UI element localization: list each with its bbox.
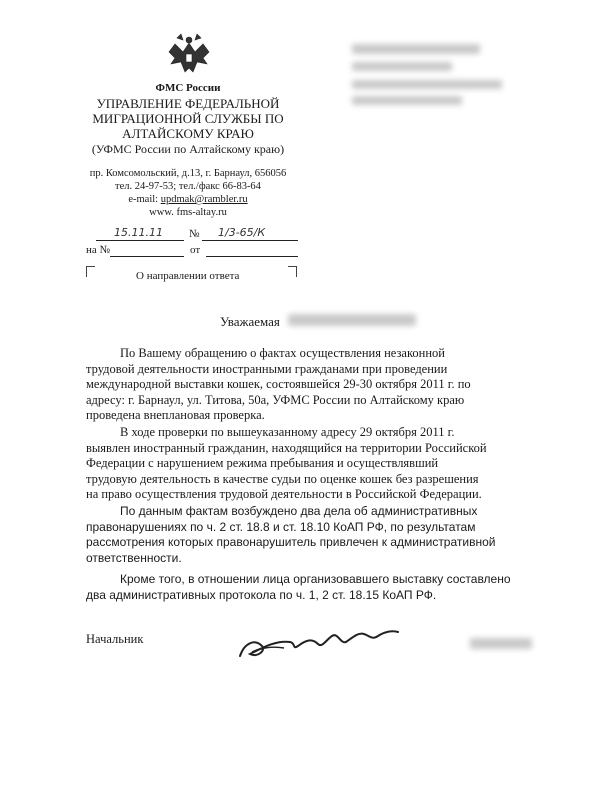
salutation: Уважаемая <box>220 314 280 329</box>
number-underline <box>202 240 298 241</box>
text-line: выявлен иностранный гражданин, находящийся на территории Российской <box>86 440 487 455</box>
text-line: Федерации с нарушением режима пребывания и осуществлявший <box>86 456 439 470</box>
body-paragraph-3 <box>86 504 542 566</box>
text-line: два административных протокола по ч. 1, 2 ст. 18.15 КоАП РФ. <box>86 587 437 602</box>
org-name-line: МИГРАЦИОННОЙ СЛУЖБЫ ПО <box>92 111 284 126</box>
org-abbreviation: (УФМС России по Алтайскому краю) <box>91 142 285 156</box>
ref-underline <box>110 256 184 257</box>
redacted-addressee <box>352 44 480 54</box>
subject-bracket-right <box>288 266 297 277</box>
text-line: международной выставки кошек, состоявшейся 29-30 октября 2011 г. по <box>86 377 471 391</box>
email-line <box>80 193 296 206</box>
subject-line: О направлении ответа <box>136 270 240 282</box>
text-line: В ходе проверки по вышеуказанному адресу 29 октября 2011 г. <box>120 425 455 439</box>
email-label: e-mail: <box>128 194 161 205</box>
handwritten-signature <box>232 618 432 666</box>
text-line: проведена внеплановая проверка. <box>86 408 265 422</box>
redacted-addressee <box>352 62 452 71</box>
text-line: правонарушениях по ч. 2 ст. 18.8 и ст. 18.10 КоАП РФ, по результатам <box>86 519 476 534</box>
redacted-signer-name <box>470 638 532 649</box>
body-paragraph-4 <box>86 572 542 603</box>
text-line: на право осуществления трудовой деятельности в Российской Федерации. <box>86 487 482 501</box>
org-name-line: АЛТАЙСКОМУ КРАЮ <box>122 126 254 141</box>
org-name-line: УПРАВЛЕНИЕ ФЕДЕРАЛЬНОЙ <box>96 96 280 111</box>
text-line: По Вашему обращению о фактах осуществления незаконной <box>120 346 445 360</box>
double-headed-eagle-icon <box>163 28 215 80</box>
body-paragraph-2 <box>86 425 542 503</box>
signer-position: Начальник <box>86 632 144 646</box>
text-line: трудовую деятельность в качестве судьи по оценке кошек без разрешения <box>86 471 479 486</box>
redacted-recipient-name <box>288 314 416 326</box>
text-line: адресу: г. Барнаул, ул. Титова, 50а, УФМС России по Алтайскому краю <box>86 392 465 407</box>
org-short-name: ФМС России <box>155 82 221 94</box>
redacted-addressee <box>352 80 502 89</box>
from-underline <box>206 256 298 257</box>
text-line: ответственности. <box>86 550 182 565</box>
text-line: По данным фактам возбуждено два дела об административных <box>120 504 478 518</box>
handwritten-date: 15.11.11 <box>114 226 163 239</box>
email-link[interactable]: updmak@rambler.ru <box>160 194 248 205</box>
handwritten-number: 1/3-65/К <box>218 226 266 239</box>
subject-bracket-left <box>86 266 95 277</box>
text-line: Кроме того, в отношении лица организовавшего выставку составлено <box>120 572 511 586</box>
redacted-addressee <box>352 96 462 105</box>
body-paragraph-1 <box>86 346 542 424</box>
phone-line: тел. 24-97-53; тел./факс 66-83-64 <box>115 181 261 192</box>
from-label: от <box>190 244 201 256</box>
date-underline <box>96 240 184 241</box>
text-line: рассмотрения которых правонарушитель привлечен к административной <box>86 535 496 549</box>
website-line: www. fms-altay.ru <box>149 207 227 218</box>
number-label: № <box>189 228 200 240</box>
ref-label: на № <box>86 244 111 256</box>
text-line: трудовой деятельности иностранными гражданами при проведении <box>86 361 448 376</box>
address-line: пр. Комсомольский, д.13, г. Барнаул, 656056 <box>89 168 287 179</box>
